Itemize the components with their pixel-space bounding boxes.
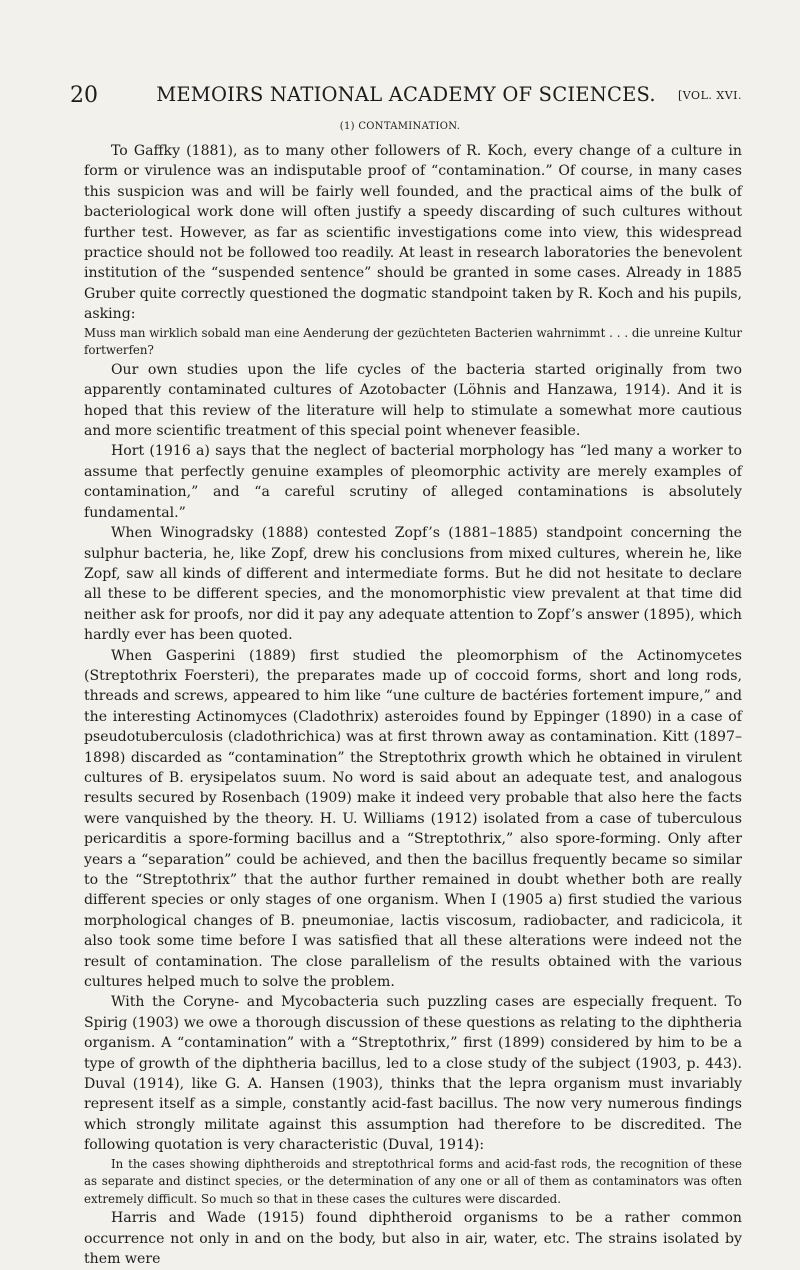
- block-quote-2: In the cases showing diphtheroids and streptothrical forms and acid-fast rods, the recognition of these as separate and distinct species, or the determination of any one or all of them as contaminators was often extremely difficult. So much so that in these cases the cultures were discarded.: [84, 1156, 742, 1206]
- section-heading: (1) CONTAMINATION.: [339, 121, 461, 132]
- body-text: [84, 141, 742, 1270]
- block-quote-1: Muss man wirklich sobald man eine Aenderung der gezüchteten Bacterien wahrnimmt . . . die unreine Kultur fortwerfen?: [84, 325, 742, 358]
- paragraph-5: When Gasperini (1889) first studied the pleomorphism of the Actinomycetes (Streptothrix Foersteri), the preparates made up of coccoid forms, short and long rods, threads and screws, appeared to him like “une culture de bactéries fortement impure,” and the interesting Actinomyces (Cladothrix) asteroides found by Eppinger (1890) in a case of pseudotuberculosis (cladothrichica) was at first thrown away as contamination. Kitt (1897–1898) discarded as “contamination” the Streptothrix growth which he obtained in virulent cultures of B. erysipelatos suum. No word is said about an adequate test, and analogous results secured by Rosenbach (1909) make it indeed very probable that also here the facts were vanquished by the theory. H. U. Williams (1912) isolated from a case of tuberculous pericarditis a spore-forming bacillus and a “Streptothrix,” also spore-forming. Only after years a “separation” could be achieved, and then the bacillus frequently became so similar to the “Streptothrix” that the author further remained in doubt whether both are really different species or only stages of one organism. When I (1905 a) first studied the various morphological changes of B. pneumoniae, lactis viscosum, radiobacter, and radicicola, it also took some time before I was satisfied that all these alterations were indeed not the result of contamination. The close parallelism of the results obtained with the various cultures helped much to solve the problem.: [84, 647, 742, 991]
- page-number: 20: [70, 83, 98, 108]
- paragraph-7: Harris and Wade (1915) found diphtheroid organisms to be a rather common occurrence not only in and on the body, but also in air, water, etc. The strains isolated by them were: [84, 1210, 742, 1268]
- paragraph-4: When Winogradsky (1888) contested Zopf’s (1881–1885) standpoint concerning the sulphur bacteria, he, like Zopf, drew his conclusions from mixed cultures, wherein he, like Zopf, saw all kinds of different and intermediate forms. But he did not hesitate to declare all these to be different species, and the monomorphistic view prevalent at that time did neither ask for proofs, nor did it pay any adequate attention to Zopf’s answer (1895), which hardly ever has been quoted.: [84, 525, 742, 644]
- paragraph-6: With the Coryne- and Mycobacteria such puzzling cases are especially frequent. To Spirig (1903) we owe a thorough discussion of these questions as relating to the diphtheria organism. A “contamination” with a “Streptothrix,” first (1899) considered by him to be a type of growth of the diphtheria bacillus, led to a close study of the subject (1903, p. 443). Duval (1914), like G. A. Hansen (1903), thinks that the lepra organism must invariably represent itself as a simple, constantly acid-fast bacillus. The now very numerous findings which strongly militate against this assumption had therefore to be discredited. The following quotation is very characteristic (Duval, 1914):: [84, 994, 742, 1154]
- paragraph-3: Hort (1916 a) says that the neglect of bacterial morphology has “led many a worker to assume that perfectly genuine examples of pleomorphic activity are merely examples of contamination,” and “a careful scrutiny of alleged contaminations is absolutely fundamental.”: [84, 443, 742, 521]
- volume-label: [VOL. XVI.: [678, 89, 742, 102]
- journal-title: MEMOIRS NATIONAL ACADEMY OF SCIENCES.: [156, 83, 656, 106]
- paragraph-1: To Gaffky (1881), as to many other followers of R. Koch, every change of a culture in form or virulence was an indisputable proof of “contamination.” Of course, in many cases this suspicion was and will be fairly well founded, and the practical aims of the bulk of bacteriological work done will often justify a speedy discarding of such cultures without further test. However, as far as scientific investigations come into view, this widespread practice should not be followed too readily. At least in research laboratories the benevolent institution of the “suspended sentence” should be granted in some cases. Already in 1885 Gruber quite correctly questioned the dogmatic standpoint taken by R. Koch and his pupils, asking:: [84, 143, 742, 323]
- running-head: [70, 83, 742, 111]
- paragraph-2: Our own studies upon the life cycles of the bacteria started originally from two apparently contaminated cultures of Azotobacter (Löhnis and Hanzawa, 1914). And it is hoped that this review of the literature will help to stimulate a somewhat more cautious and more scientific treatment of this special point whenever feasible.: [84, 361, 742, 440]
